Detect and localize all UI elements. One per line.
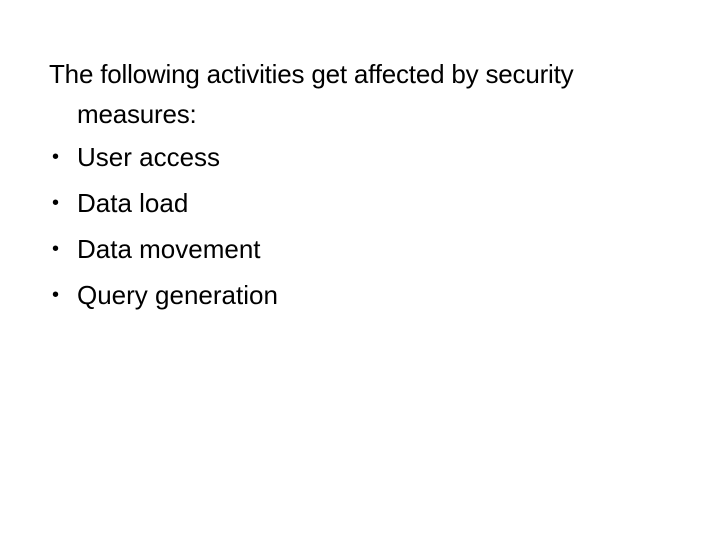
list-item [49, 226, 689, 272]
intro-text: The following activities get affected by security measures: [49, 59, 574, 129]
bullet-icon: • [52, 238, 60, 260]
bullet-icon: • [52, 192, 60, 214]
list-item-label: Data movement [77, 234, 261, 264]
bullet-icon: • [52, 284, 60, 306]
list-item-label: User access [77, 142, 221, 172]
list-item [49, 272, 689, 318]
bullet-icon: • [52, 146, 60, 168]
list-item [49, 134, 689, 180]
slide-body [49, 54, 689, 318]
list-item-label: Query generation [77, 280, 278, 310]
bullet-list [49, 134, 689, 318]
list-item [49, 180, 689, 226]
list-item-label: Data load [77, 188, 189, 218]
